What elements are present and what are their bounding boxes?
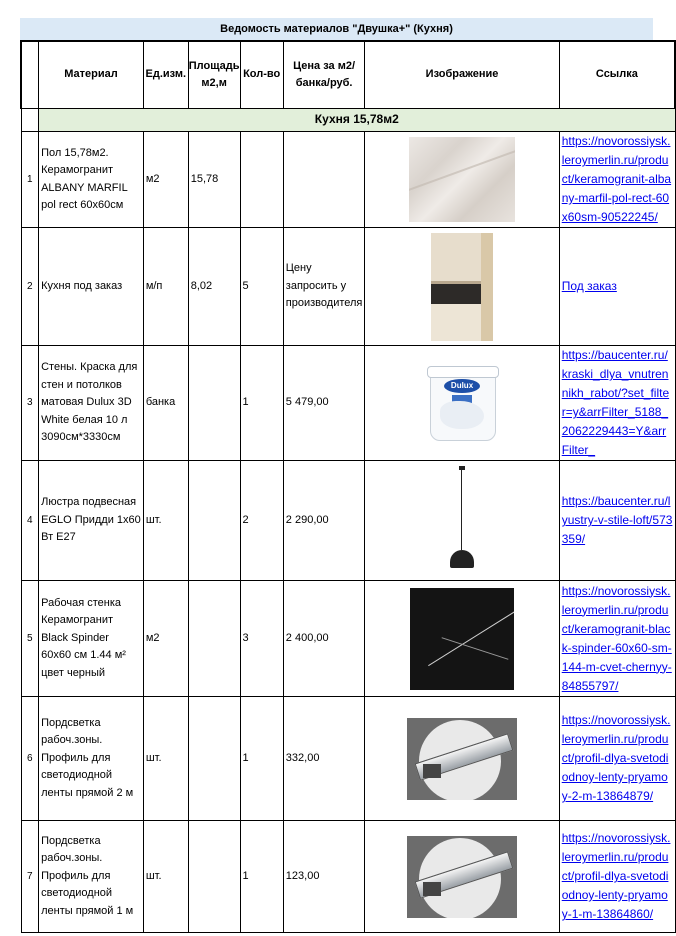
- row-num: 1: [21, 132, 39, 228]
- row-link[interactable]: https://novorossiysk.leroymerlin.ru/product/keramogranit-albany-marfil-pol-rect-60x60sm-90522245/: [559, 132, 675, 228]
- row-price: 332,00: [283, 697, 365, 821]
- bucket-paint-blob: [440, 401, 484, 429]
- row-image-cell: [365, 346, 559, 461]
- row-qty: 1: [240, 697, 283, 821]
- row-link[interactable]: https://baucenter.ru/lyustry-v-stile-loft/573359/: [559, 461, 675, 581]
- header-row: [21, 41, 675, 109]
- row-qty: 1: [240, 821, 283, 933]
- row-price: Цену запросить у производителя: [283, 228, 365, 346]
- row-qty: 2: [240, 461, 283, 581]
- profile-end-cap: [423, 882, 441, 896]
- row-material: Пол 15,78м2. Керамогранит ALBANY MARFIL pol rect 60х60см: [39, 132, 144, 228]
- row-price: 123,00: [283, 821, 365, 933]
- led-profile-image: [407, 836, 517, 918]
- pendant-lamp-image: [447, 466, 477, 576]
- row-image-cell: [365, 581, 559, 697]
- kitchen-set-image: [431, 233, 493, 341]
- marble-floor-tile-image: [409, 137, 515, 222]
- row-material: Пордсветка рабоч.зоны. Профиль для светодиодной ленты прямой 1 м: [39, 821, 144, 933]
- table-row: [21, 346, 675, 461]
- row-link[interactable]: https://novorossiysk.leroymerlin.ru/product/profil-dlya-svetodiodnoy-lenty-pryamoy-1-m-13864860/: [559, 821, 675, 933]
- led-profile-image: [407, 718, 517, 800]
- row-qty: 1: [240, 346, 283, 461]
- dulux-logo: Dulux: [444, 379, 480, 393]
- row-material: Стены. Краска для стен и потолков матовая Dulux 3D White белая 10 л 3090см*3330см: [39, 346, 144, 461]
- kitchen-column: [481, 233, 493, 341]
- row-area: [188, 581, 240, 697]
- paint-bucket-image: [424, 363, 500, 443]
- row-area: [188, 461, 240, 581]
- row-qty: 5: [240, 228, 283, 346]
- row-image-cell: [365, 132, 559, 228]
- section-title: Кухня 15,78м2: [39, 109, 675, 132]
- row-link[interactable]: https://baucenter.ru/kraski_dlya_vnutrennikh_rabot/?set_filter=y&arrFilter_5188_2062229443=Y&arrFilter_: [559, 346, 675, 461]
- row-qty: [240, 132, 283, 228]
- row-num: 2: [21, 228, 39, 346]
- row-unit: банка: [143, 346, 188, 461]
- row-area: [188, 346, 240, 461]
- row-image-cell: [365, 461, 559, 581]
- section-num-cell: [21, 109, 39, 132]
- table-row: [21, 461, 675, 581]
- row-area: [188, 821, 240, 933]
- row-num: 4: [21, 461, 39, 581]
- header-qty: Кол-во: [240, 41, 283, 109]
- row-unit: м2: [143, 132, 188, 228]
- row-price: 2 290,00: [283, 461, 365, 581]
- profile-end-cap: [423, 764, 441, 778]
- row-material: Кухня под заказ: [39, 228, 144, 346]
- row-link[interactable]: https://novorossiysk.leroymerlin.ru/product/profil-dlya-svetodiodnoy-lenty-pryamoy-2-m-13864879/: [559, 697, 675, 821]
- row-unit: м/п: [143, 228, 188, 346]
- table-row: [21, 697, 675, 821]
- table-row: [21, 821, 675, 933]
- row-unit: шт.: [143, 461, 188, 581]
- row-image-cell: [365, 228, 559, 346]
- row-num: 5: [21, 581, 39, 697]
- lamp-ceiling-cap: [459, 466, 465, 470]
- table-row: [21, 132, 675, 228]
- bucket-lid: [427, 366, 499, 378]
- row-link[interactable]: Под заказ: [559, 228, 675, 346]
- row-material: Рабочая стенка Керамогранит Black Spinder 60x60 см 1.44 м² цвет черный: [39, 581, 144, 697]
- lamp-cord: [461, 466, 462, 550]
- header-unit: Ед.изм.: [143, 41, 188, 109]
- header-num: [21, 41, 39, 109]
- lamp-shade: [450, 550, 474, 568]
- header-material: Материал: [39, 41, 144, 109]
- header-area: Площадь м2,м: [188, 41, 240, 109]
- table-row: [21, 228, 675, 346]
- header-price: Цена за м2/банка/руб.: [283, 41, 365, 109]
- row-unit: м2: [143, 581, 188, 697]
- header-link: Ссылка: [559, 41, 675, 109]
- row-price: 5 479,00: [283, 346, 365, 461]
- black-marble-tile-image: [410, 588, 514, 690]
- row-link[interactable]: https://novorossiysk.leroymerlin.ru/product/keramogranit-black-spinder-60x60-sm-144-m-cvet-chernyy-84855797/: [559, 581, 675, 697]
- header-image: Изображение: [365, 41, 559, 109]
- row-num: 7: [21, 821, 39, 933]
- row-area: 8,02: [188, 228, 240, 346]
- row-area: [188, 697, 240, 821]
- sheet-title: Ведомость материалов "Двушка+" (Кухня): [20, 18, 653, 40]
- row-price: 2 400,00: [283, 581, 365, 697]
- table-row: [21, 581, 675, 697]
- row-unit: шт.: [143, 697, 188, 821]
- row-num: 6: [21, 697, 39, 821]
- row-num: 3: [21, 346, 39, 461]
- row-image-cell: [365, 697, 559, 821]
- row-area: 15,78: [188, 132, 240, 228]
- row-material: Люстра подвесная EGLO Придди 1х60 Вт Е27: [39, 461, 144, 581]
- row-qty: 3: [240, 581, 283, 697]
- row-price: [283, 132, 365, 228]
- materials-table: [20, 40, 676, 933]
- row-image-cell: [365, 821, 559, 933]
- section-row: [21, 109, 675, 132]
- row-material: Пордсветка рабоч.зоны. Профиль для светодиодной ленты прямой 2 м: [39, 697, 144, 821]
- row-unit: шт.: [143, 821, 188, 933]
